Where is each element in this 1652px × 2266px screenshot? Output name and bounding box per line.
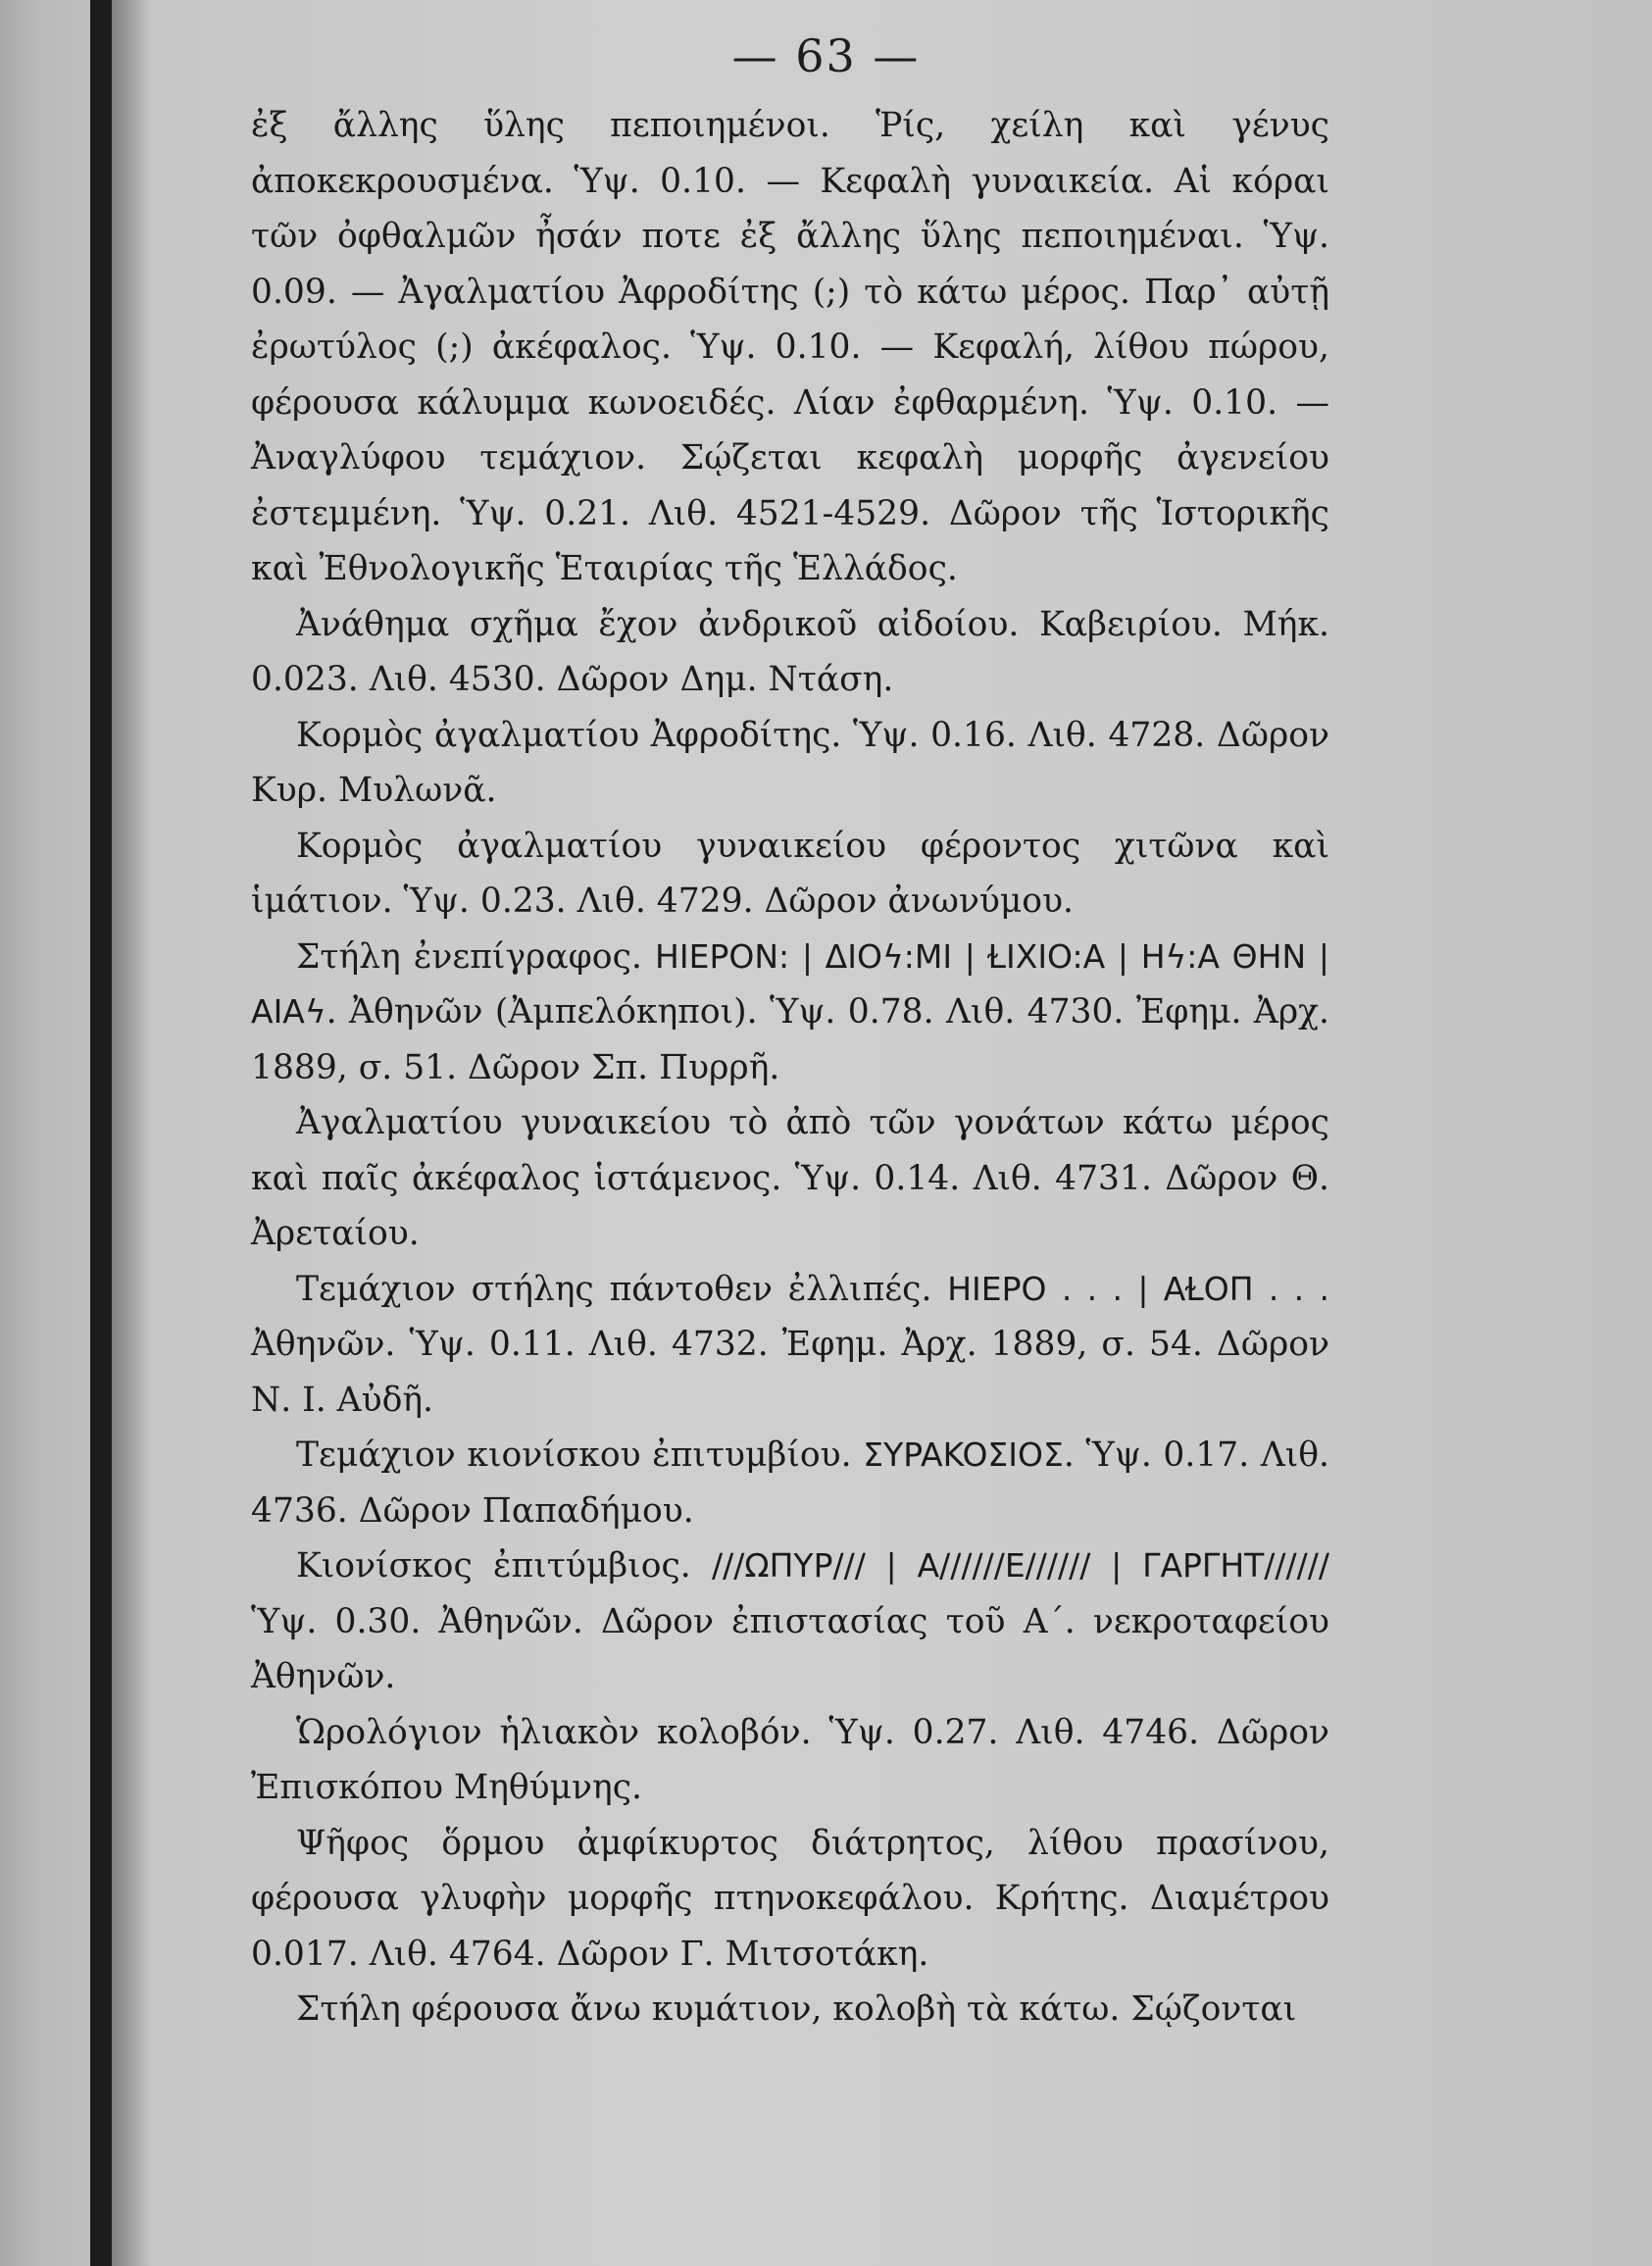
paragraph-text: Ὡρολόγιον ἡλιακὸν κολοβόν. Ὑψ. 0.27. Λιθ. 4746. Δῶρον Ἐπισκόπου Μηθύμνης. xyxy=(251,1712,1329,1807)
paragraph-text: Στήλη ἐνεπίγραφος. xyxy=(296,936,656,977)
inscription-text: HIEPO . . . | AⱢOΠ . . . xyxy=(947,1269,1330,1308)
inscription-text: ///ΩΠYP/// | A//////E////// | ΓAPΓHT////// xyxy=(712,1546,1329,1585)
body-text xyxy=(251,98,1329,2038)
paragraph-text: Ψῆφος ὅρμου ἀμφίκυρτος διάτρητος, λίθου πρασίνου, φέρουσα γλυφὴν μορφῆς πτηνοκεφάλου. Κρήτης. Διαμέτρου 0.017. Λιθ. 4764. Δῶρον Γ. Μιτσοτάκη. xyxy=(251,1823,1329,1974)
inscription-text: ΣYPAKOΣIOΣ xyxy=(863,1435,1064,1474)
paragraph xyxy=(251,1982,1329,2038)
paragraph xyxy=(251,1816,1329,1983)
paragraph-text: Τεμάχιον κιονίσκου ἐπιτυμβίου. xyxy=(296,1435,864,1475)
inscription-text: HIEPON: | ΔIOϟ:MI | ⱢIXIO:A | Hϟ:A ΘHN | AIAϟ xyxy=(251,936,1329,1031)
book-binding-edge xyxy=(90,0,112,2266)
paragraph xyxy=(251,1262,1329,1429)
paragraph xyxy=(251,708,1329,819)
paragraph-text: Κορμὸς ἀγαλματίου Ἀφροδίτης. Ὑψ. 0.16. Λιθ. 4728. Δῶρον Κυρ. Μυλωνᾶ. xyxy=(251,715,1329,810)
paragraph xyxy=(251,1095,1329,1262)
paragraph xyxy=(251,597,1329,708)
page-number: — 63 — xyxy=(731,29,921,82)
paragraph-text: ἐξ ἄλλης ὕλης πεποιημένοι. Ῥίς, χείλη καὶ γένυς ἀποκεκρουσμένα. Ὑψ. 0.10. — Κεφαλὴ γυναικεία. Αἱ κόραι τῶν ὀφθαλμῶν ἦσάν ποτε ἐξ ἄλλης ὕλης πεποιημέναι. Ὑψ. 0.09. — Ἀγαλματίου Ἀφροδίτης (;) τὸ κάτω μέρος. Παρ᾽ αὐτῇ ἐρωτύλος (;) ἀκέφαλος. Ὑψ. 0.10. — Κεφαλή, λίθου πώρου, φέρουσα κάλυμμα κωνοειδές. Λίαν ἐφθαρμένη. Ὑψ. 0.10. — Ἀναγλύφου τεμάχιον. Σῴζεται κεφαλὴ μορφῆς ἀγενείου ἐστεμμένη. Ὑψ. 0.21. Λιθ. 4521-4529. Δῶρον τῆς Ἱστορικῆς καὶ Ἐθνολογικῆς Ἑταιρίας τῆς Ἑλλάδος. xyxy=(251,106,1329,588)
paragraph-text: . Ἀθηνῶν (Ἀμπελόκηποι). Ὑψ. 0.78. Λιθ. 4730. Ἐφημ. Ἀρχ. 1889, σ. 51. Δῶρον Σπ. Πυρρῆ. xyxy=(251,992,1329,1087)
paragraph-text: . Ὑψ. 0.17. Λιθ. 4736. Δῶρον Παπαδήμου. xyxy=(251,1435,1329,1531)
paragraph xyxy=(251,819,1329,930)
binding-shadow xyxy=(112,0,151,2266)
paragraph-text: Ἀγαλματίου γυναικείου τὸ ἀπὸ τῶν γονάτων κάτω μέρος καὶ παῖς ἀκέφαλος ἱστάμενος. Ὑψ. 0.14. Λιθ. 4731. Δῶρον Θ. Ἀρεταίου. xyxy=(251,1103,1329,1253)
paragraph-text: Ὑψ. 0.30. Ἀθηνῶν. Δῶρον ἐπιστασίας τοῦ Α΄. νεκροταφείου Ἀθηνῶν. xyxy=(251,1601,1329,1696)
paragraph-text: Ἀνάθημα σχῆμα ἔχον ἀνδρικοῦ αἰδοίου. Καβειρίου. Μήκ. 0.023. Λιθ. 4530. Δῶρον Δημ. Ντάση. xyxy=(251,604,1329,699)
paragraph-text: Τεμάχιον στήλης πάντοθεν ἐλλιπές. xyxy=(296,1269,948,1309)
paragraph xyxy=(251,1705,1329,1816)
paragraph xyxy=(251,1538,1329,1705)
paragraph xyxy=(251,98,1329,597)
paragraph-text: Κιονίσκος ἐπιτύμβιος. xyxy=(296,1546,713,1586)
paragraph xyxy=(251,930,1329,1096)
paragraph-text: Ἀθηνῶν. Ὑψ. 0.11. Λιθ. 4732. Ἐφημ. Ἀρχ. 1889, σ. 54. Δῶρον Ν. Ι. Αὐδῆ. xyxy=(251,1325,1329,1420)
paragraph xyxy=(251,1428,1329,1538)
paragraph-text: Κορμὸς ἀγαλματίου γυναικείου φέροντος χιτῶνα καὶ ἱμάτιον. Ὑψ. 0.23. Λιθ. 4729. Δῶρον ἀνωνύμου. xyxy=(251,826,1329,921)
paragraph-text: Στήλη φέρουσα ἄνω κυμάτιον, κολοβὴ τὰ κάτω. Σῴζονται xyxy=(296,1989,1297,2029)
